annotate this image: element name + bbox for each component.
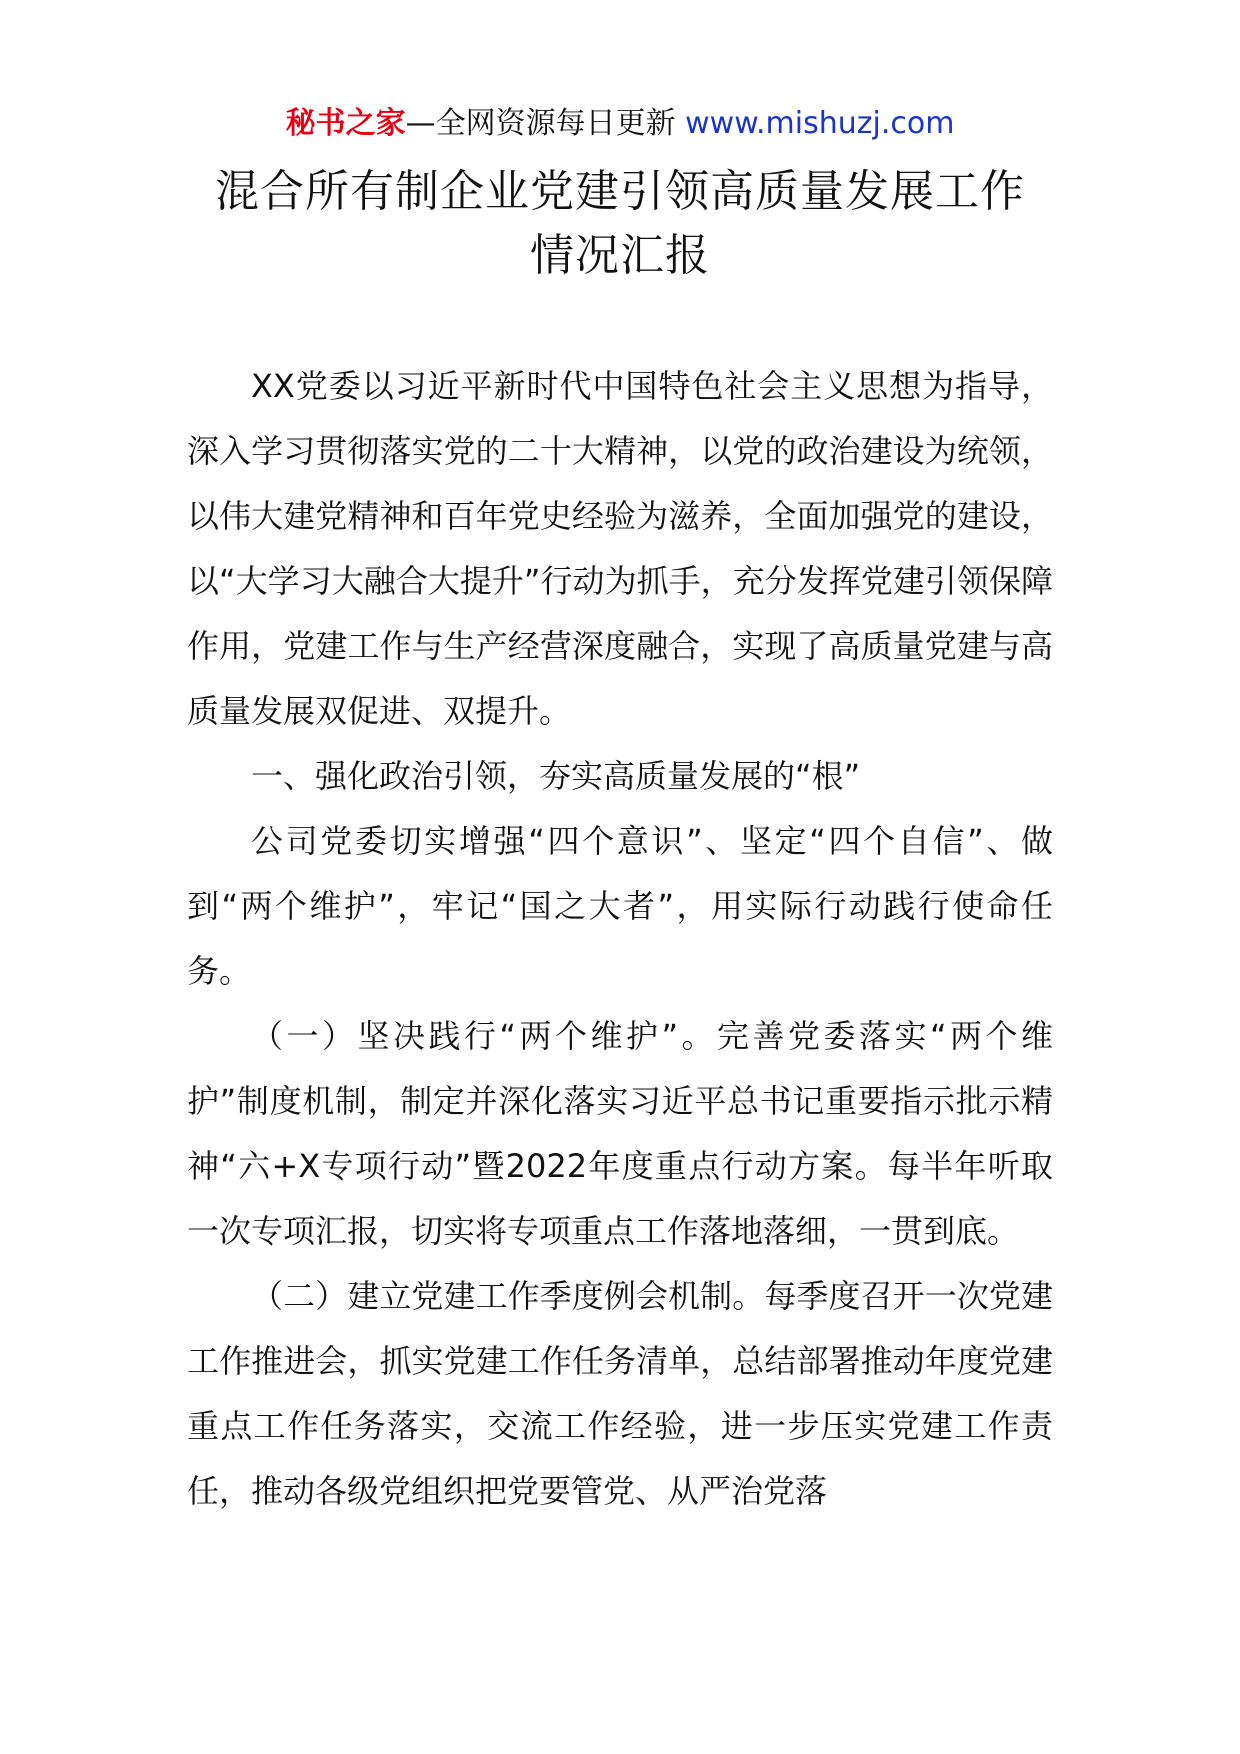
- subsection-1-paragraph: （一）坚决践行“两个维护”。完善党委落实“两个维护”制度机制，制定并深化落实习近平总书记重要指示批示精神“六+X专项行动”暨2022年度重点行动方案。每半年听取一次专项汇报，切实将专项重点工作落地落细，一贯到底。: [187, 1017, 1053, 1250]
- brand-name: 秘书之家: [285, 106, 406, 141]
- section-1-paragraph: 公司党委切实增强“四个意识”、坚定“四个自信”、做到“两个维护”，牢记“国之大者”，用实际行动践行使命任务。: [187, 822, 1053, 990]
- header-url-link[interactable]: www.mishuzj.com: [685, 106, 955, 141]
- subsection-2-paragraph: （二）建立党建工作季度例会机制。每季度召开一次党建工作推进会，抓实党建工作任务清单，总结部署推动年度党建重点工作任务落实，交流工作经验，进一步压实党建工作责任，推动各级党组织把党要管党、从严治党落: [187, 1277, 1053, 1510]
- header-slogan: —全网资源每日更新: [405, 106, 686, 141]
- document-title: [150, 160, 1090, 288]
- title-line-1: 混合所有制企业党建引领高质量发展工作: [215, 166, 1025, 217]
- title-line-2: 情况汇报: [530, 230, 710, 281]
- intro-paragraph: XX党委以习近平新时代中国特色社会主义思想为指导，深入学习贯彻落实党的二十大精神，以党的政治建设为统领，以伟大建党精神和百年党史经验为滋养，全面加强党的建设，以“大学习大融合大提升”行动为抓手，充分发挥党建引领保障作用，党建工作与生产经营深度融合，实现了高质量党建与高质量发展双促进、双提升。: [187, 367, 1053, 730]
- document-body: [187, 354, 1053, 1524]
- watermark-header: [0, 102, 1240, 146]
- section-heading-1: 一、强化政治引领，夯实高质量发展的“根”: [251, 757, 861, 795]
